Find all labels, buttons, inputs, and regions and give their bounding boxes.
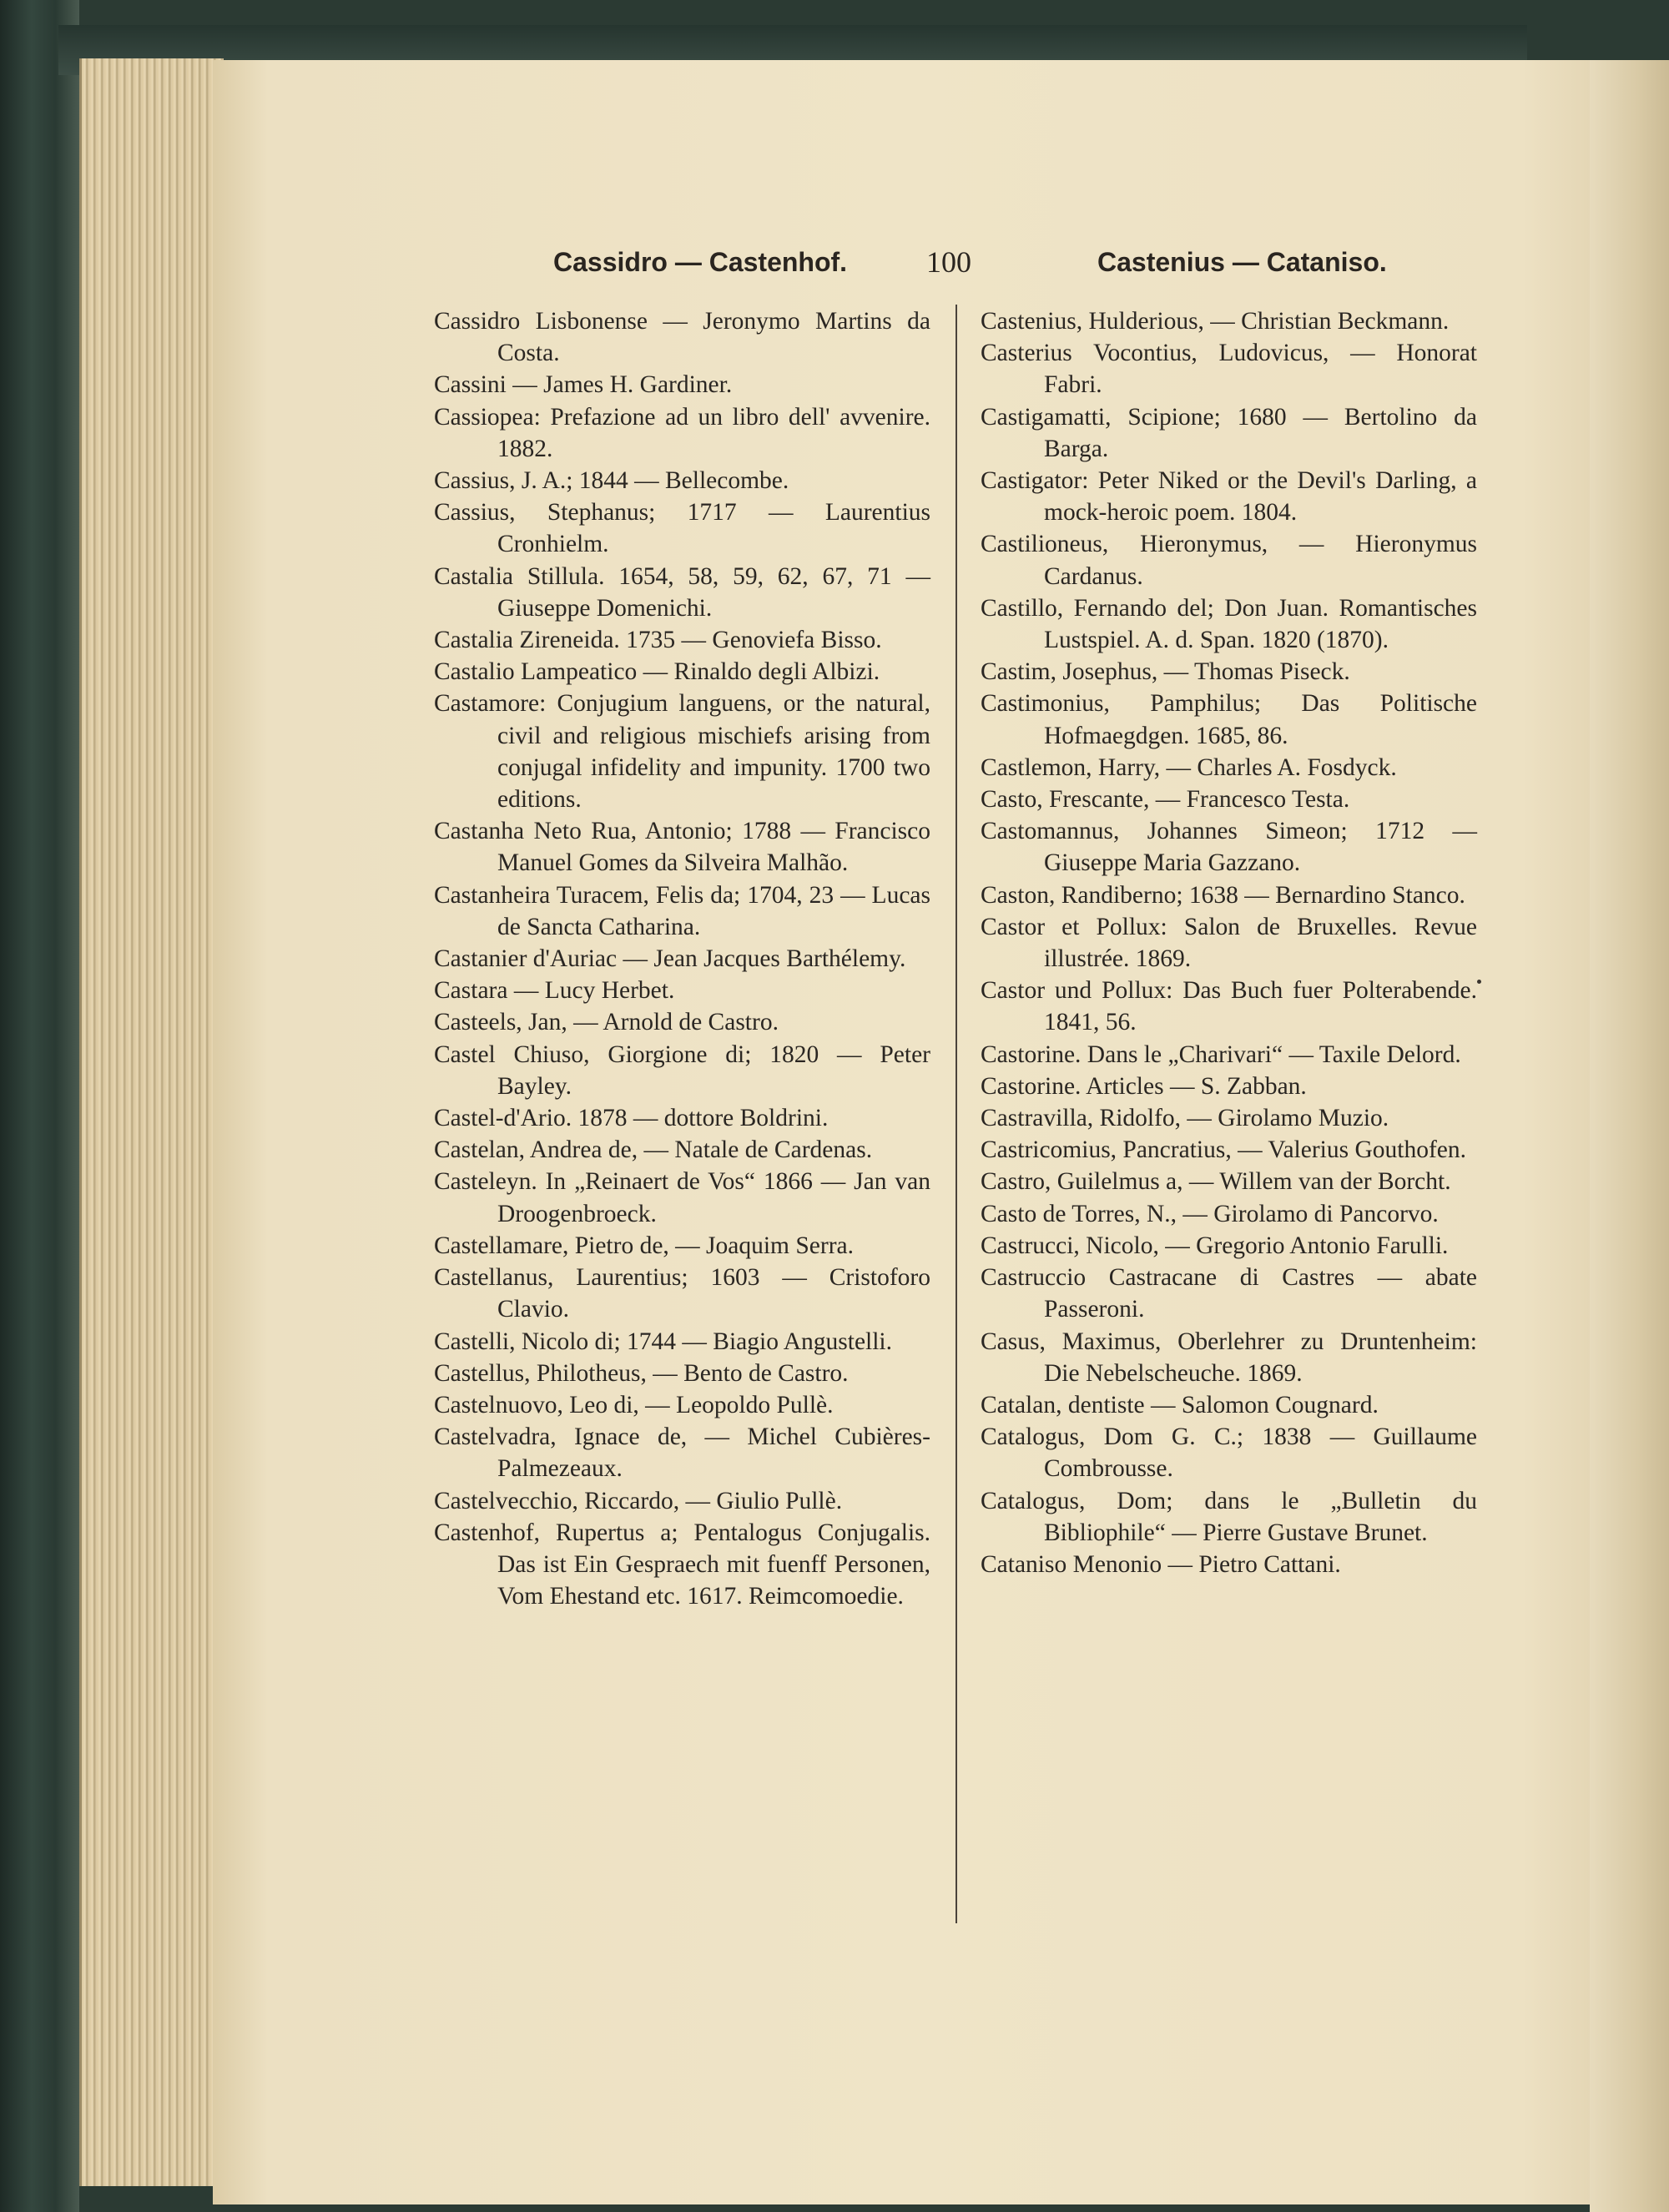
entry: Castalio Lampeatico — Rinaldo degli Albizi. — [434, 658, 880, 686]
entry: Castanier d'Auriac — Jean Jacques Barthélemy. — [434, 945, 906, 973]
entry: Castalia Stillula. 1654, 58, 59, 62, 67, 71 — Giuseppe Domenichi. — [434, 562, 930, 622]
entry: Castigator: Peter Niked or the Devil's Darling, a mock-heroic poem. 1804. — [981, 467, 1477, 527]
entry: Casteels, Jan, — Arnold de Castro. — [434, 1009, 779, 1036]
entry: Castilioneus, Hieronymus, — Hieronymus Cardanus. — [981, 531, 1477, 590]
entry: Castelli, Nicolo di; 1744 — Biagio Angustelli. — [434, 1328, 893, 1355]
entry: Cassius, J. A.; 1844 — Bellecombe. — [434, 467, 789, 495]
entry: Castorine. Dans le „Charivari“ — Taxile Delord. — [981, 1040, 1461, 1068]
entry: Castrucci, Nicolo, — Gregorio Antonio Farulli. — [981, 1232, 1449, 1259]
entry: Cassiopea: Prefazione ad un libro dell' avvenire. 1882. — [434, 403, 930, 462]
column-divider — [956, 305, 957, 1923]
entry: Catalogus, Dom G. C.; 1838 — Guillaume Combrousse. — [981, 1423, 1477, 1483]
entry: Castamore: Conjugium languens, or the natural, civil and religious mischiefs arising from conjugal infidelity and impunity. 1700 two editions. — [434, 690, 930, 814]
entry: Castomannus, Johannes Simeon; 1712 — Giuseppe Maria Gazzano. — [981, 818, 1477, 877]
entry: Castorine. Articles — S. Zabban. — [981, 1072, 1307, 1100]
left-column — [434, 305, 930, 1612]
entry: Castellanus, Laurentius; 1603 — Cristoforo Clavio. — [434, 1264, 930, 1323]
page-number: 100 — [926, 245, 971, 279]
entry: Castricomius, Pancratius, — Valerius Gouthofen. — [981, 1136, 1466, 1164]
entry: Castanha Neto Rua, Antonio; 1788 — Francisco Manuel Gomes da Silveira Malhão. — [434, 818, 930, 877]
entry: Castara — Lucy Herbet. — [434, 977, 675, 1005]
entry: Cassini — James H. Gardiner. — [434, 371, 733, 399]
entry: Castigamatti, Scipione; 1680 — Bertolino da Barga. — [981, 403, 1477, 462]
book-binding — [0, 0, 79, 2212]
entry: Castillo, Fernando del; Don Juan. Romantisches Lustspiel. A. d. Span. 1820 (1870). — [981, 594, 1477, 654]
entry: Casto, Frescante, — Francesco Testa. — [981, 786, 1350, 814]
entry: Casterius Vocontius, Ludovicus, — Honorat Fabri. — [981, 340, 1477, 399]
entry: Casteleyn. In „Reinaert de Vos“ 1866 — Jan van Droogenbroeck. — [434, 1168, 930, 1227]
stray-mark — [1477, 980, 1481, 984]
entry: Caston, Randiberno; 1638 — Bernardino Stanco. — [981, 881, 1465, 909]
entry: Castellamare, Pietro de, — Joaquim Serra. — [434, 1232, 854, 1259]
entry: Castor et Pollux: Salon de Bruxelles. Revue illustrée. 1869. — [981, 913, 1477, 973]
right-column — [981, 305, 1477, 1580]
entry: Castor und Pollux: Das Buch fuer Polterabende. 1841, 56. — [981, 977, 1477, 1036]
page-edges — [79, 58, 224, 2186]
entry: Castelvadra, Ignace de, — Michel Cubières-Palmezeaux. — [434, 1423, 930, 1483]
entry: Castel-d'Ario. 1878 — dottore Boldrini. — [434, 1105, 829, 1132]
running-head-left: Cassidro — Castenhof. — [553, 247, 848, 277]
entry: Castanheira Turacem, Felis da; 1704, 23 — Lucas de Sancta Catharina. — [434, 881, 930, 940]
entry: Castenhof, Rupertus a; Pentalogus Conjugalis. Das ist Ein Gespraech mit fuenff Personen, Vom Ehestand etc. 1617. Reimcomoedie. — [434, 1519, 930, 1610]
entry: Catalogus, Dom; dans le „Bulletin du Bibliophile“ — Pierre Gustave Brunet. — [981, 1487, 1477, 1546]
entry: Castimonius, Pamphilus; Das Politische Hofmaegdgen. 1685, 86. — [981, 690, 1477, 749]
entry: Castalia Zireneida. 1735 — Genoviefa Bisso. — [434, 627, 882, 654]
running-head-right: Castenius — Cataniso. — [1097, 247, 1387, 277]
entry: Casus, Maximus, Oberlehrer zu Druntenheim: Die Nebelscheuche. 1869. — [981, 1328, 1477, 1387]
entry: Castelvecchio, Riccardo, — Giulio Pullè. — [434, 1487, 843, 1514]
entry: Cataniso Menonio — Pietro Cattani. — [981, 1550, 1341, 1578]
entry: Cassidro Lisbonense — Jeronymo Martins da Costa. — [434, 308, 930, 367]
entry: Cassius, Stephanus; 1717 — Laurentius Cronhielm. — [434, 499, 930, 558]
entry: Castenius, Hulderious, — Christian Beckmann. — [981, 308, 1450, 335]
entry: Casto de Torres, N., — Girolamo di Pancorvo. — [981, 1200, 1439, 1227]
entry: Castellus, Philotheus, — Bento de Castro. — [434, 1359, 849, 1387]
entry: Castel Chiuso, Giorgione di; 1820 — Peter Bayley. — [434, 1040, 930, 1100]
page-right-margin — [1590, 60, 1669, 2212]
entry: Castro, Guilelmus a, — Willem van der Borcht. — [981, 1168, 1451, 1196]
entry: Castelnuovo, Leo di, — Leopoldo Pullè. — [434, 1391, 834, 1418]
entry: Castruccio Castracane di Castres — abate Passeroni. — [981, 1264, 1477, 1323]
entry: Castlemon, Harry, — Charles A. Fosdyck. — [981, 753, 1397, 781]
entry: Castim, Josephus, — Thomas Piseck. — [981, 658, 1350, 686]
entry: Castelan, Andrea de, — Natale de Cardenas. — [434, 1136, 873, 1164]
entry: Catalan, dentiste — Salomon Cougnard. — [981, 1391, 1379, 1418]
entry: Castravilla, Ridolfo, — Girolamo Muzio. — [981, 1105, 1389, 1132]
